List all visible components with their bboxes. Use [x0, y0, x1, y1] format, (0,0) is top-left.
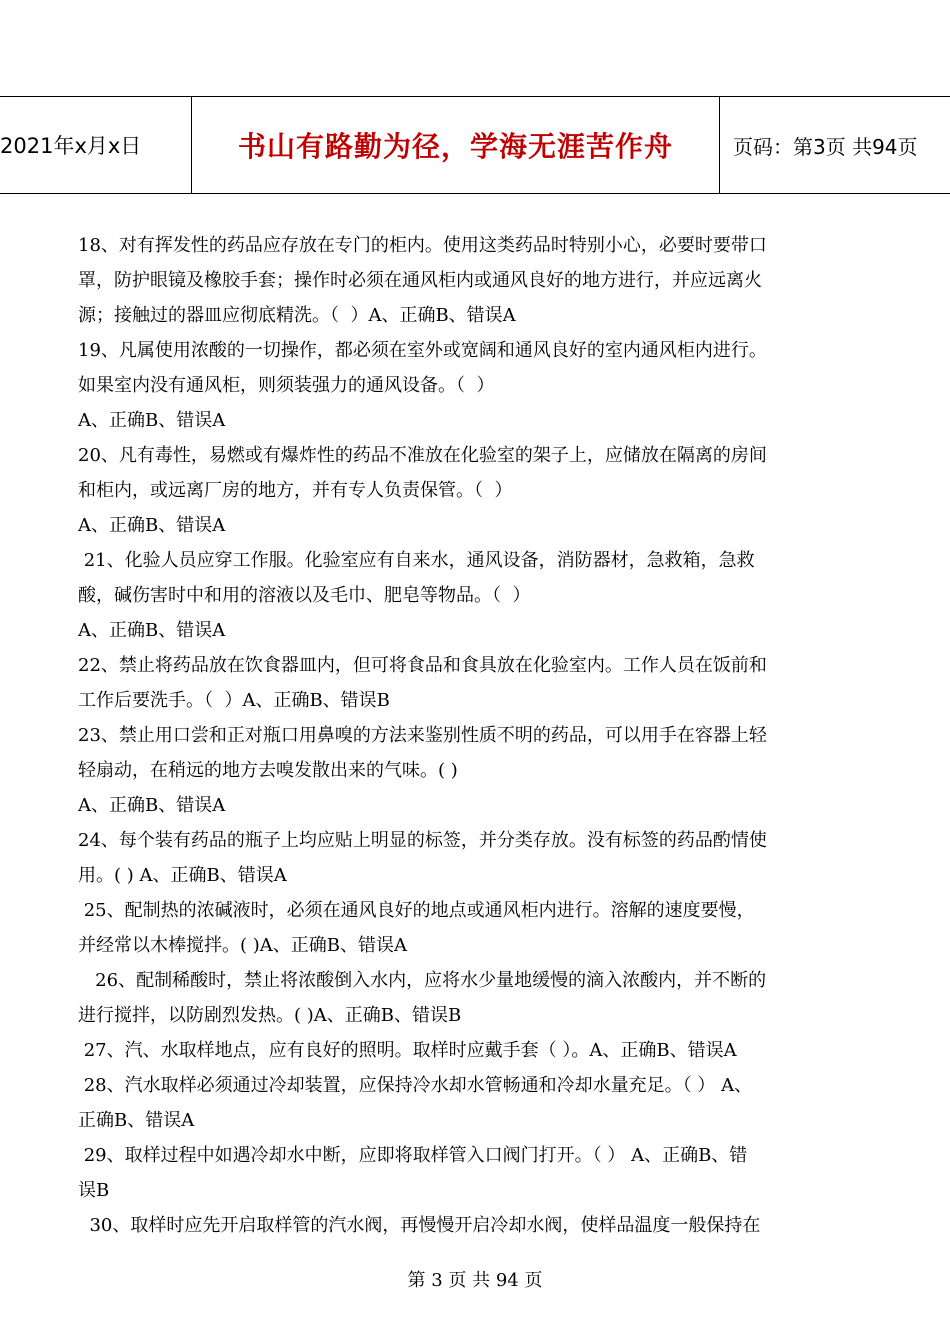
- text-line: 24、每个装有药品的瓶子上均应贴上明显的标签，并分类存放。没有标签的药品酌情使: [78, 830, 767, 851]
- text-line: 和柜内，或远离厂房的地方，并有专人负责保管。（ ）: [78, 480, 513, 501]
- text-line: A、正确B、错误A: [78, 515, 226, 536]
- text-line: 正确B、错误A: [78, 1110, 195, 1131]
- text-line: 30、取样时应先开启取样管的汽水阀，再慢慢开启冷却水阀，使样品温度一般保持在: [78, 1215, 761, 1236]
- header-motto: 书山有路勤为径，学海无涯苦作舟: [191, 97, 720, 193]
- text-line: 误B: [78, 1180, 110, 1201]
- text-line: 20、凡有毒性，易燃或有爆炸性的药品不准放在化验室的架子上，应储放在隔离的房间: [78, 445, 767, 466]
- text-line: A、正确B、错误A: [78, 795, 226, 816]
- text-line: 用。( ) A、正确B、错误A: [78, 865, 287, 886]
- page-footer: 第 3 页 共 94 页: [407, 1270, 543, 1291]
- text-line: A、正确B、错误A: [78, 620, 226, 641]
- text-line: 轻扇动，在稍远的地方去嗅发散出来的气味。( ): [78, 760, 458, 781]
- text-line: 29、取样过程中如遇冷却水中断，应即将取样管入口阀门打开。（ ） A、正确B、错: [78, 1145, 748, 1166]
- text-line: A、正确B、错误A: [78, 410, 226, 431]
- text-line: 罩，防护眼镜及橡胶手套；操作时必须在通风柜内或通风良好的地方进行，并应远离火: [78, 270, 762, 291]
- text-line: 工作后要洗手。（ ）A、正确B、错误B: [78, 690, 390, 711]
- page-header: [0, 96, 950, 194]
- text-line: 进行搅拌，以防剧烈发热。( )A、正确B、错误B: [78, 1005, 462, 1026]
- text-line: 酸，碱伤害时中和用的溶液以及毛巾、肥皂等物品。（ ）: [78, 585, 531, 606]
- header-date: 2021年x月x日: [0, 134, 142, 158]
- text-line: 19、凡属使用浓酸的一切操作，都必须在室外或宽阔和通风良好的室内通风柜内进行。: [78, 340, 767, 361]
- text-line: 27、汽、水取样地点，应有良好的照明。取样时应戴手套（ ）。A、正确B、错误A: [78, 1040, 737, 1061]
- text-line: 源；接触过的器皿应彻底精洗。（ ）A、正确B、错误A: [78, 305, 516, 326]
- text-line: 21、化验人员应穿工作服。化验室应有自来水，通风设备，消防器材，急救箱，急救: [78, 550, 755, 571]
- text-line: 22、禁止将药品放在饮食器皿内，但可将食品和食具放在化验室内。工作人员在饭前和: [78, 655, 767, 676]
- text-line: 28、汽水取样必须通过冷却装置，应保持冷水却水管畅通和冷却水量充足。（ ） A、: [78, 1075, 753, 1096]
- text-line: 18、对有挥发性的药品应存放在专门的柜内。使用这类药品时特别小心，必要时要带口: [78, 235, 767, 256]
- document-body: [78, 228, 852, 1243]
- text-line: 25、配制热的浓碱液时，必须在通风良好的地点或通风柜内进行。溶解的速度要慢，: [78, 900, 755, 921]
- header-page-label: 页码：第3页 共94页: [733, 134, 918, 159]
- text-line: 23、禁止用口尝和正对瓶口用鼻嗅的方法来鉴别性质不明的药品，可以用手在容器上轻: [78, 725, 767, 746]
- text-line: 26、配制稀酸时，禁止将浓酸倒入水内，应将水少量地缓慢的滴入浓酸内，并不断的: [78, 970, 767, 991]
- text-line: 并经常以木棒搅拌。( )A、正确B、错误A: [78, 935, 407, 956]
- text-line: 如果室内没有通风柜，则须装强力的通风设备。（ ）: [78, 375, 495, 396]
